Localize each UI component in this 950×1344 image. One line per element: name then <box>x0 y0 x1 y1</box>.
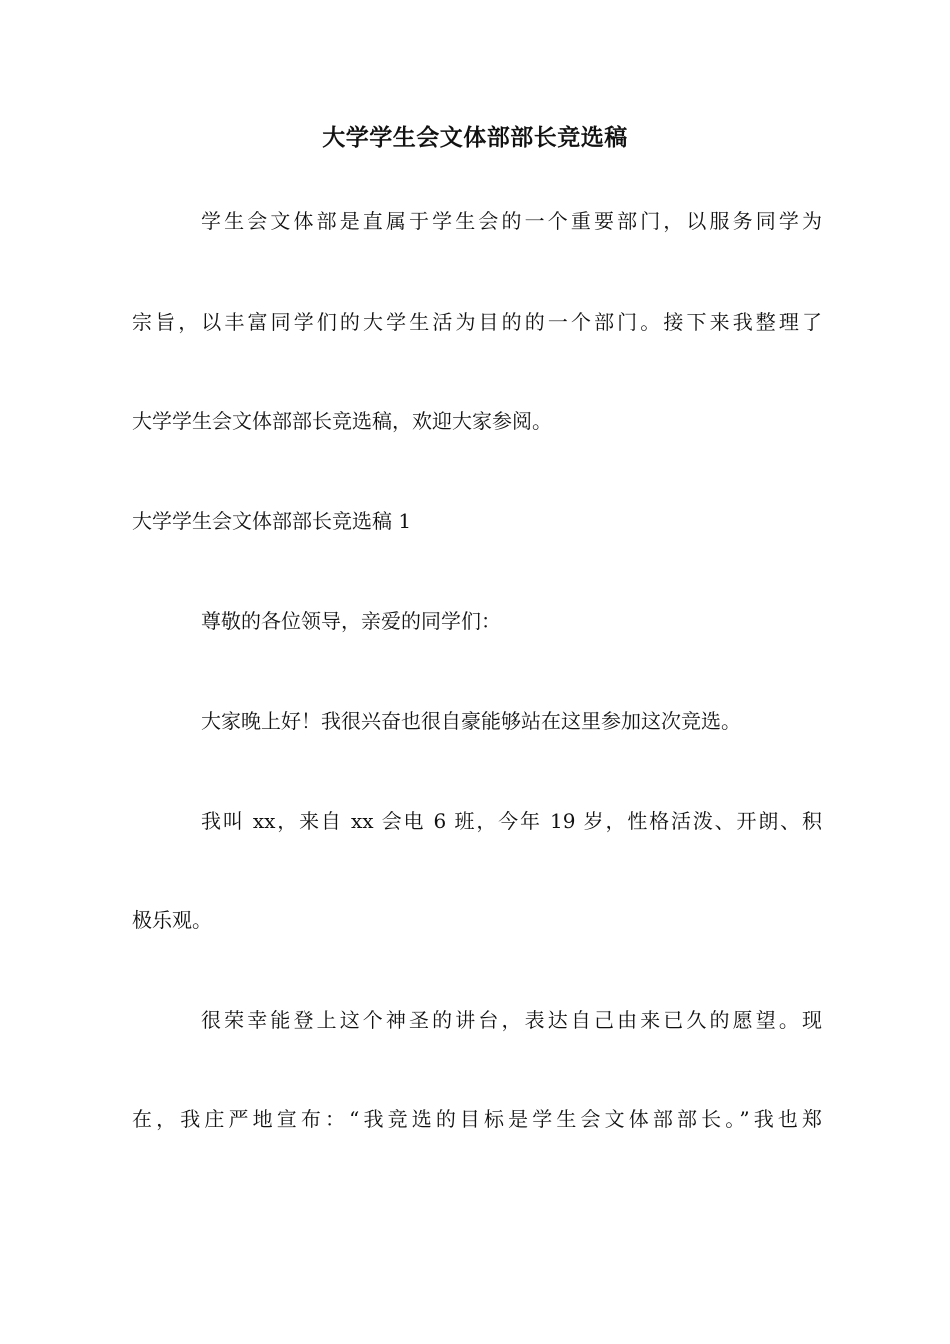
paragraph-intro-line-1: 学生会文体部是直属于学生会的一个重要部门，以服务同学为 <box>201 209 822 233</box>
declaration-line-1: 很荣幸能登上这个神圣的讲台，表达自己由来已久的愿望。现 <box>201 1008 822 1032</box>
declaration-line-2: 在，我庄严地宣布：“我竞选的目标是学生会文体部部长。”我也郑 <box>132 1107 822 1131</box>
salutation-line: 尊敬的各位领导，亲爱的同学们： <box>201 609 501 633</box>
section-heading: 大学学生会文体部部长竞选稿 1 <box>132 509 412 533</box>
paragraph-intro-line-3: 大学学生会文体部部长竞选稿，欢迎大家参阅。 <box>132 409 552 433</box>
paragraph-intro-line-2: 宗旨，以丰富同学们的大学生活为目的的一个部门。接下来我整理了 <box>132 310 822 334</box>
introduction-line-2: 极乐观。 <box>132 908 212 932</box>
greeting-line: 大家晚上好！我很兴奋也很自豪能够站在这里参加这次竞选。 <box>201 709 741 733</box>
document-title: 大学学生会文体部部长竞选稿 <box>322 125 628 151</box>
introduction-line-1: 我叫 xx，来自 xx 会电 6 班，今年 19 岁，性格活泼、开朗、积 <box>201 809 822 833</box>
